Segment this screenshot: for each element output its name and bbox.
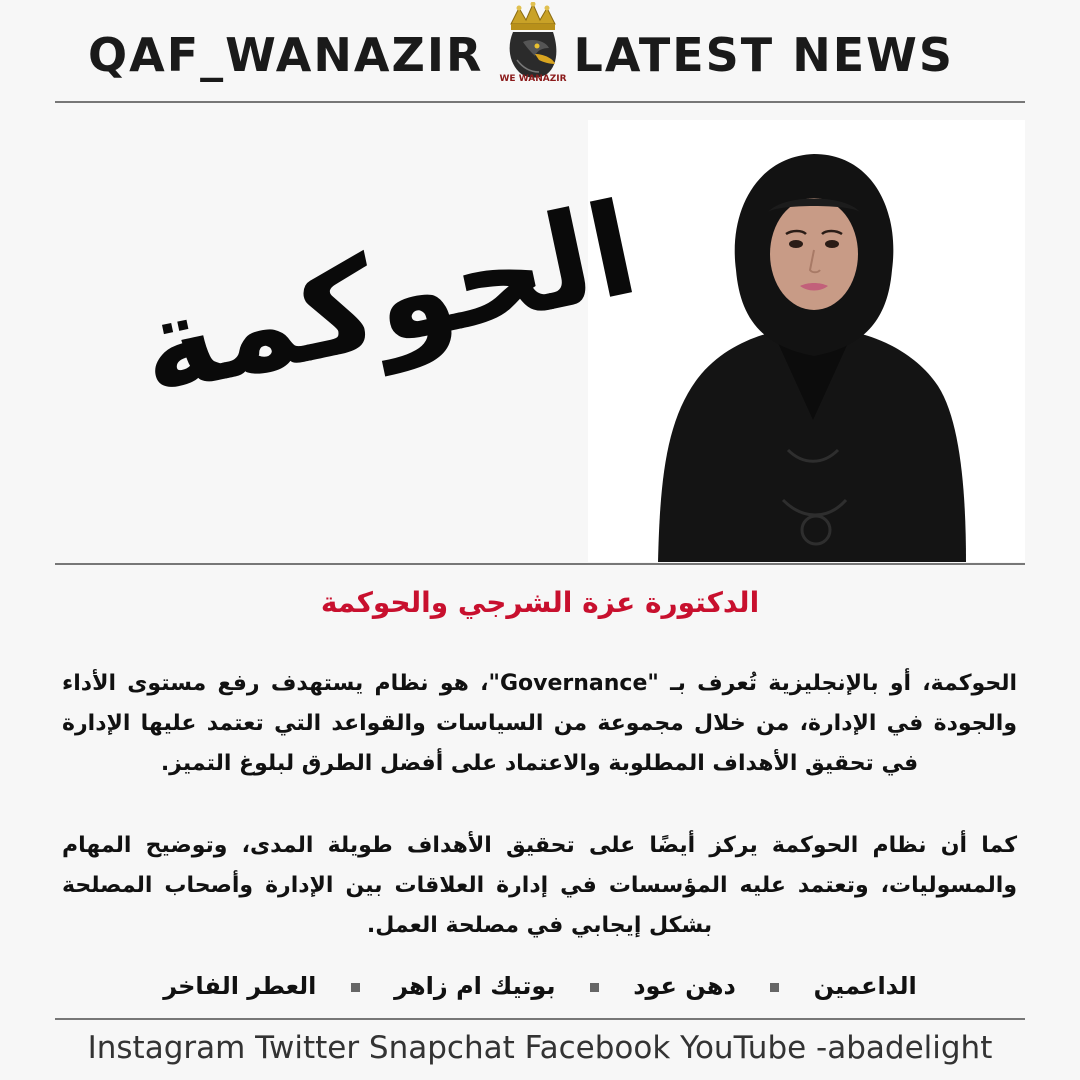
middle-divider	[55, 563, 1025, 565]
brand-title: QAF_WANAZIR	[88, 28, 484, 82]
sponsors-label: الداعمين	[813, 972, 917, 1000]
article-subtitle: الدكتورة عزة الشرجي والحوكمة	[320, 586, 760, 619]
square-bullet-icon	[590, 983, 599, 992]
logo-text: WE WANAZIR	[499, 74, 567, 84]
social-footer: Instagram Twitter Snapchat Facebook YouTube -abadelight	[87, 1030, 993, 1066]
header	[0, 0, 1080, 100]
portrait-photo	[588, 120, 1025, 562]
headline: الحوكمة	[126, 174, 649, 425]
sponsor-item: بوتيك ام زاهر	[394, 972, 556, 1000]
sponsor-item: العطر الفاخر	[163, 972, 317, 1000]
sponsor-item: دهن عود	[633, 972, 736, 1000]
crowned-eagle-logo-icon	[493, 2, 573, 100]
sponsors-line	[0, 972, 1080, 1000]
section-title: LATEST NEWS	[573, 28, 954, 82]
bottom-divider	[55, 1018, 1025, 1020]
article-paragraph: الحوكمة، أو بالإنجليزية تُعرف بـ "Governance"، هو نظام يستهدف رفع مستوى الأداء والجودة في الإدارة، من خلال مجموعة من السياسات والقواعد التي تعتمد عليها الإدارة في تحقيق الأهداف المطلوبة والاعتماد على أفضل الطرق لبلوغ التميز.	[62, 671, 1017, 776]
top-divider	[55, 101, 1025, 103]
square-bullet-icon	[351, 983, 360, 992]
square-bullet-icon	[770, 983, 779, 992]
article-paragraph: كما أن نظام الحوكمة يركز أيضًا على تحقيق الأهداف طويلة المدى، وتوضيح المهام والمسوليات، وتعتمد عليه المؤسسات في إدارة العلاقات بين الإدارة وأصحاب المصلحة بشكل إيجابي في مصلحة العمل.	[62, 833, 1017, 938]
portrait-panel	[588, 120, 1025, 562]
